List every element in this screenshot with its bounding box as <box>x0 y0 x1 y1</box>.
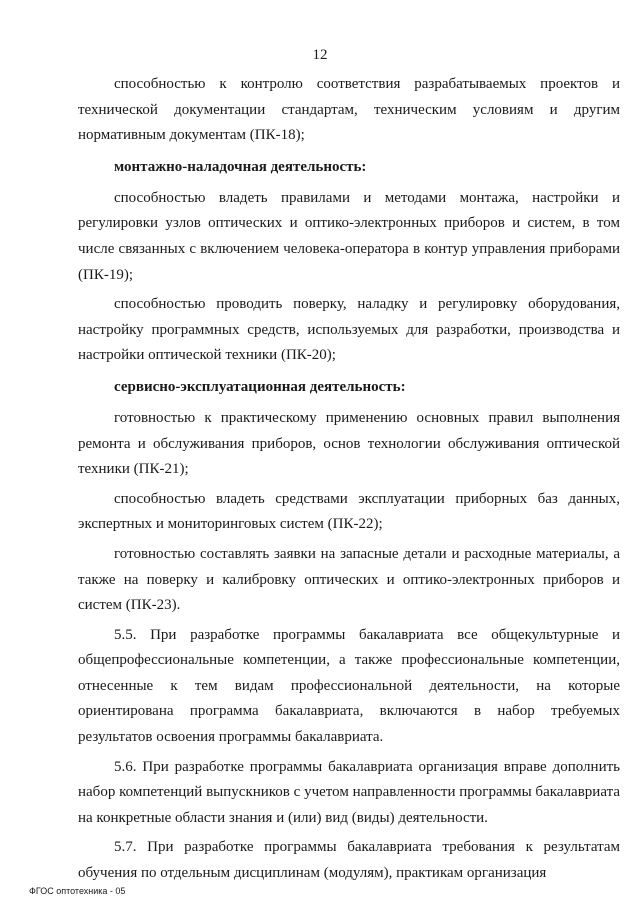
paragraph-5-7: 5.7. При разработке программы бакалавриата требования к результатам обучения по отдельным дисциплинам (модулям), практикам организация <box>78 839 620 882</box>
document-footer: ФГОС оптотехника - 05 <box>29 886 126 896</box>
paragraph-pk19: способностью владеть правилами и методами монтажа, настройки и регулировки узлов оптических и оптико-электронных приборов и систем, в том числе связанных с включением человека-оператора в контур управления приборами (ПК-19); <box>78 189 620 283</box>
paragraph-pk23: готовностью составлять заявки на запасные детали и расходные материалы, а также на поверку и калибровку оптических и оптико-электронных приборов и систем (ПК-23). <box>78 545 620 614</box>
paragraph-pk21: готовностью к практическому применению основных правил выполнения ремонта и обслуживания приборов, основ технологии обслуживания оптической техники (ПК-21); <box>78 409 620 478</box>
paragraph-5-6: 5.6. При разработке программы бакалавриата организация вправе дополнить набор компетенций выпускников с учетом направленности программы бакалавриата на конкретные области знания и (или) вид (виды) деятельности. <box>78 758 620 826</box>
section-heading-installation: монтажно-наладочная деятельность: <box>114 158 367 175</box>
section-heading-service: сервисно-эксплуатационная деятельность: <box>114 378 406 395</box>
paragraph-pk22: способностью владеть средствами эксплуатации приборных баз данных, экспертных и мониторинговых систем (ПК-22); <box>78 490 620 533</box>
page-number: 12 <box>312 47 328 63</box>
paragraph-pk20: способностью проводить поверку, наладку и регулировку оборудования, настройку программных средств, используемых для разработки, производства и настройки оптической техники (ПК-20); <box>78 296 620 364</box>
document-body <box>78 72 620 887</box>
paragraph-5-5: 5.5. При разработке программы бакалавриата все общекультурные и общепрофессиональные компетенции, а также профессиональные компетенции, отнесенные к тем видам профессиональной деятельности, на которые ориентирована программа бакалавриата, включаются в набор требуемых результатов освоения программы бакалавриата. <box>78 626 620 746</box>
paragraph-pk18: способностью к контролю соответствия разрабатываемых проектов и технической документации стандартам, техническим условиям и другим нормативным документам (ПК-18); <box>78 76 620 144</box>
